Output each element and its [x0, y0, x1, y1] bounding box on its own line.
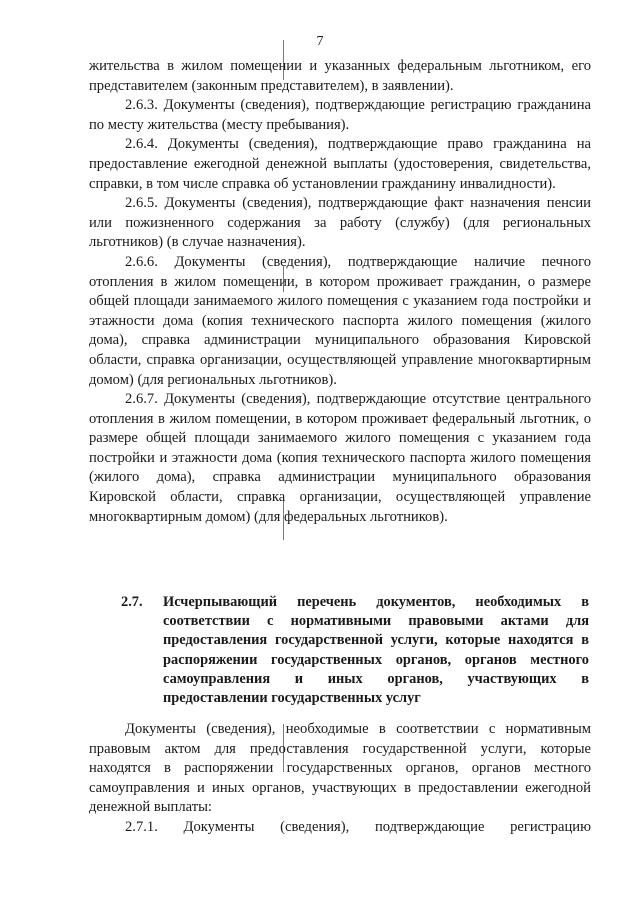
- section-body: [89, 720, 591, 838]
- paragraph-2-6-7: 2.6.7. Документы (сведения), подтверждающие отсутствие центрального отопления в жилом помещении, в котором проживает федеральный льготник, о размере общей площади занимаемого жилого помещения с указанием года постройки и этажности дома (копия технического паспорта жилого помещения (жилого дома), справка администрации муниципального образования Кировской области, справка организации, осуществляющей управление многоквартирным домом) (для федеральных льготников).: [89, 391, 591, 525]
- paragraph-2-6-3: 2.6.3. Документы (сведения), подтверждающие регистрацию гражданина по месту жительства (месту пребывания).: [89, 97, 591, 133]
- page-number: 7: [316, 34, 324, 49]
- paragraph-2-6-4: 2.6.4. Документы (сведения), подтверждающие право гражданина на предоставление ежегодной денежной выплаты (удостоверения, свидетельства, справки, в том числе справка об установлении гражданину инвалидности).: [89, 136, 591, 192]
- paragraph-continuation: жительства в жилом помещении и указанных федеральным льготником, его представителем (законным представителем), в заявлении).: [89, 58, 591, 94]
- section-heading-2-7: [123, 593, 589, 708]
- paragraph-2-6-6: 2.6.6. Документы (сведения), подтверждающие наличие печного отопления в жилом помещении, в котором проживает гражданин, о размере общей площади занимаемого жилого помещения с указанием года постройки и этажности дома (копия технического паспорта жилого помещения (жилого дома), справка администрации муниципального образования Кировской области, справка организации, осуществляющей управление многоквартирным домом) (для региональных льготников).: [89, 253, 591, 388]
- paragraph-section-intro: Документы (сведения), необходимые в соответствии с нормативным правовым актом для предоставления государственной услуги, которые находятся в распоряжении государственных органов, органов местного самоуправления и иных органов, участвующих в предоставлении ежегодной денежной выплаты:: [89, 721, 591, 816]
- paragraph-2-6-5: 2.6.5. Документы (сведения), подтверждающие факт назначения пенсии или пожизненного содержания за работу (службу) (для региональных льготников) (в случае назначения).: [89, 195, 591, 251]
- paragraph-2-7-1: 2.7.1. Документы (сведения), подтверждающие регистрацию: [125, 818, 591, 835]
- section-title: Исчерпывающий перечень документов, необходимых в соответствии с нормативными правовыми актами для предоставления государственной услуги, которые находятся в распоряжении государственных органов, органов местного самоуправления и иных органов, участвующих в предоставлении государственных услуг: [163, 594, 589, 707]
- body-text: [89, 57, 591, 527]
- section-number: 2.7.: [121, 594, 143, 610]
